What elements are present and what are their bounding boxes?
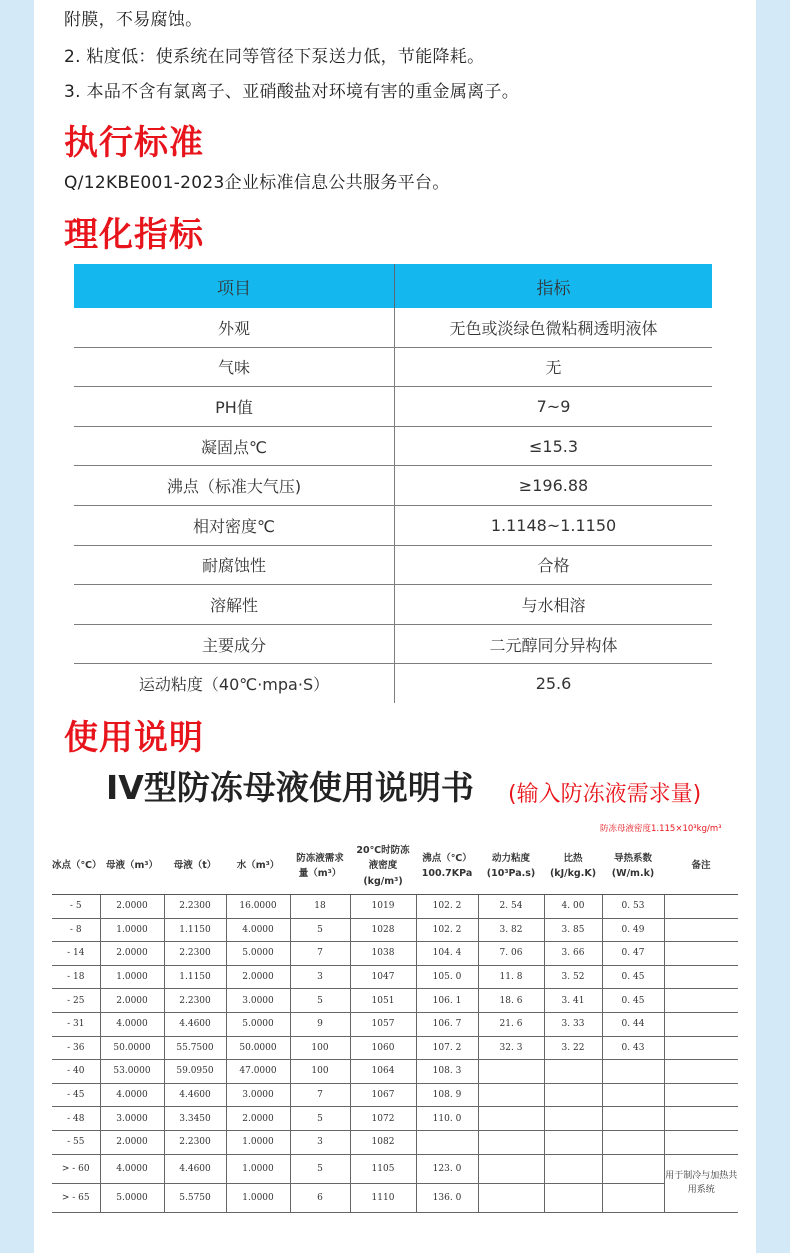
dosage-cell: 3. 85 [544,918,602,942]
specs-value-cell: 无色或淡绿色微粘稠透明液体 [395,308,713,347]
dosage-cell: 1067 [350,1083,416,1107]
dosage-cell: - 25 [52,989,100,1013]
dosage-cell: 1064 [350,1060,416,1084]
dosage-note-cell: 用于制冷与加热共用系统 [664,1154,738,1212]
dosage-cell: 1.0000 [226,1183,290,1212]
dosage-row [52,895,738,919]
dosage-cell: 5.5750 [164,1183,226,1212]
dosage-cell: 102. 2 [416,918,478,942]
specs-value-cell: 1.1148~1.1150 [395,505,713,545]
dosage-row [52,1107,738,1131]
dosage-header-cell [416,838,478,895]
dosage-cell: - 36 [52,1036,100,1060]
dosage-cell: 3. 66 [544,942,602,966]
dosage-cell: - 8 [52,918,100,942]
dosage-cell: 7 [290,1083,350,1107]
dosage-header-text: 备注 [691,860,711,872]
usage-heading: 使用说明 [64,718,204,758]
specs-row [74,466,712,506]
dosage-header-text: (kJ/kg.K) [549,868,597,879]
dosage-cell: 1019 [350,895,416,919]
dosage-header-text: 防冻液需求 [296,852,344,864]
dosage-cell [544,1083,602,1107]
dosage-cell [602,1060,664,1084]
dosage-cell: 3. 33 [544,1012,602,1036]
dosage-cell: 1051 [350,989,416,1013]
specs-item-cell: 凝固点℃ [74,426,395,466]
dosage-cell: 2.2300 [164,989,226,1013]
dosage-cell: 107. 2 [416,1036,478,1060]
dosage-cell: 0. 45 [602,965,664,989]
dosage-cell: 5.0000 [226,942,290,966]
dosage-cell [664,1083,738,1107]
dosage-cell: 4.0000 [100,1012,164,1036]
dosage-cell: > - 65 [52,1183,100,1212]
dosage-header-text: 液密度 [368,860,398,872]
dosage-header-text: 沸点（℃） [422,852,472,864]
dosage-row [52,1083,738,1107]
dosage-cell: 3. 52 [544,965,602,989]
dosage-row [52,1154,738,1183]
dosage-header-cell [290,838,350,895]
dosage-cell: > - 60 [52,1154,100,1183]
dosage-row [52,942,738,966]
dosage-cell: 4.0000 [226,918,290,942]
specs-row [74,347,712,387]
dosage-header-text: 母液（t） [173,860,217,872]
dosage-cell: 1105 [350,1154,416,1183]
dosage-row [52,1036,738,1060]
dosage-cell: 1.0000 [100,965,164,989]
dosage-cell: 106. 1 [416,989,478,1013]
dosage-cell: 105. 0 [416,965,478,989]
dosage-cell [478,1183,544,1212]
dosage-cell: 3. 41 [544,989,602,1013]
dosage-cell: 2.2300 [164,942,226,966]
dosage-cell: 5 [290,1107,350,1131]
dosage-header-text: (10³Pa.s) [486,868,536,879]
dosage-cell [664,965,738,989]
dosage-cell: 1.0000 [226,1154,290,1183]
standard-text: Q/12KBE001-2023企业标准信息公共服务平台。 [64,173,450,193]
dosage-cell [664,895,738,919]
specs-row [74,545,712,585]
dosage-cell: - 45 [52,1083,100,1107]
dosage-header-text: 100.7KPa [421,868,473,879]
specs-row [74,505,712,545]
dosage-cell: - 48 [52,1107,100,1131]
dosage-header-text: 比热 [563,852,583,864]
dosage-cell: 7 [290,942,350,966]
dosage-cell [664,1107,738,1131]
dosage-cell: 1.1150 [164,918,226,942]
dosage-cell: 53.0000 [100,1060,164,1084]
specs-value-cell: 25.6 [535,674,572,694]
specs-heading: 理化指标 [64,215,204,255]
dosage-cell: 104. 4 [416,942,478,966]
dosage-cell [478,1130,544,1154]
dosage-header-text: 动力粘度 [491,852,530,864]
dosage-cell: 110. 0 [416,1107,478,1131]
dosage-cell: 1057 [350,1012,416,1036]
dosage-cell: 4.4600 [164,1154,226,1183]
dosage-cell: 4.4600 [164,1012,226,1036]
dosage-cell: 55.7500 [164,1036,226,1060]
dosage-cell [602,1183,664,1212]
dosage-cell: 2.0000 [100,895,164,919]
specs-header-item: 项目 [74,264,395,308]
dosage-cell: 0. 44 [602,1012,664,1036]
specs-item-cell: 外观 [74,308,395,347]
dosage-header-text: 母液（m³） [105,860,159,872]
dosage-cell [478,1107,544,1131]
dosage-cell: 47.0000 [226,1060,290,1084]
dosage-cell: 3 [290,965,350,989]
dosage-header-cell [100,838,164,895]
dosage-row [52,1183,738,1212]
dosage-header-cell [602,838,664,895]
specs-row [74,624,712,664]
dosage-cell: 3.0000 [100,1107,164,1131]
dosage-cell: - 40 [52,1060,100,1084]
dosage-cell [602,1154,664,1183]
dosage-cell: 108. 3 [416,1060,478,1084]
specs-header-value: 指标 [395,264,713,308]
dosage-cell: 9 [290,1012,350,1036]
intro-line-1: 附膜，不易腐蚀。 [64,10,203,30]
dosage-cell: 32. 3 [478,1036,544,1060]
dosage-cell: 0. 45 [602,989,664,1013]
dosage-cell [544,1154,602,1183]
specs-value-cell: ≤15.3 [395,426,713,466]
dosage-header-text: (W/m.k) [611,868,655,879]
dosage-cell: 2.2300 [164,895,226,919]
specs-item-cell: 相对密度℃ [74,505,395,545]
specs-value-cell: 合格 [395,545,713,585]
dosage-cell: 3.3450 [164,1107,226,1131]
dosage-cell [664,942,738,966]
dosage-cell: 2.2300 [164,1130,226,1154]
dosage-cell [664,989,738,1013]
dosage-cell: - 55 [52,1130,100,1154]
dosage-cell: 5 [290,1154,350,1183]
dosage-cell: 108. 9 [416,1083,478,1107]
dosage-cell: 0. 49 [602,918,664,942]
dosage-cell [478,1083,544,1107]
manual-title: IV型防冻母液使用说明书 [106,768,474,807]
dosage-row [52,1012,738,1036]
dosage-cell: 4. 00 [544,895,602,919]
dosage-cell: 2.0000 [226,1107,290,1131]
dosage-cell [602,1107,664,1131]
dosage-cell [664,1130,738,1154]
dosage-row [52,965,738,989]
specs-item-cell: 溶解性 [74,585,395,625]
dosage-cell: 1.0000 [100,918,164,942]
dosage-header-cell [350,838,416,895]
dosage-cell [664,1012,738,1036]
dosage-cell [664,918,738,942]
dosage-cell: 50.0000 [100,1036,164,1060]
dosage-cell [664,1060,738,1084]
dosage-cell: 1.0000 [226,1130,290,1154]
dosage-header-text: (kg/m³) [363,875,403,887]
manual-subtitle: (输入防冻液需求量) [508,782,702,807]
specs-item-cell: PH值 [74,387,395,427]
dosage-cell: 5.0000 [100,1183,164,1212]
dosage-cell: 100 [290,1060,350,1084]
dosage-cell: 18. 6 [478,989,544,1013]
dosage-cell: 1.1150 [164,965,226,989]
specs-value-cell: 二元醇同分异构体 [395,624,713,664]
dosage-cell: 7. 06 [478,942,544,966]
dosage-cell: 0. 43 [602,1036,664,1060]
dosage-cell: 2.0000 [100,989,164,1013]
specs-row [74,387,712,427]
intro-line-3: 3. 本品不含有氯离子、亚硝酸盐对环境有害的重金属离子。 [64,82,520,102]
dosage-cell: 4.4600 [164,1083,226,1107]
dosage-header-text: 冰点（℃） [52,860,102,872]
dosage-header-cell [478,838,544,895]
dosage-cell [416,1130,478,1154]
dosage-header-text: 20℃时防冻 [356,845,410,857]
dosage-cell: 2.0000 [100,942,164,966]
dosage-cell: 21. 6 [478,1012,544,1036]
dosage-header-text: 量（m³） [298,868,342,879]
dosage-cell: 2.0000 [226,965,290,989]
dosage-cell: 3 [290,1130,350,1154]
dosage-row [52,989,738,1013]
dosage-cell: 1038 [350,942,416,966]
specs-value-cell: 与水相溶 [395,585,713,625]
dosage-header-text: 导热系数 [613,852,652,864]
specs-row [74,664,712,703]
dosage-cell: 3. 22 [544,1036,602,1060]
dosage-cell: 5.0000 [226,1012,290,1036]
dosage-header-cell [664,838,738,895]
dosage-cell: 3. 82 [478,918,544,942]
specs-value-cell: ≥196.88 [395,466,713,506]
dosage-cell: 16.0000 [226,895,290,919]
dosage-cell [664,1036,738,1060]
intro-line-2: 2. 粘度低：使系统在同等管径下泵送力低，节能降耗。 [64,47,485,67]
density-note: 防冻母液密度1.115×10³kg/m³ [600,824,722,834]
dosage-header-cell [544,838,602,895]
dosage-cell [544,1130,602,1154]
dosage-header-row [52,838,738,895]
specs-table [74,264,712,703]
dosage-cell: 106. 7 [416,1012,478,1036]
dosage-cell: 18 [290,895,350,919]
dosage-cell [478,1060,544,1084]
dosage-cell: 59.0950 [164,1060,226,1084]
dosage-cell: - 31 [52,1012,100,1036]
dosage-cell [544,1107,602,1131]
dosage-cell: 100 [290,1036,350,1060]
specs-item-cell: 主要成分 [74,624,395,664]
dosage-row [52,1130,738,1154]
specs-value-cell: 7~9 [395,387,713,427]
dosage-cell: 0. 47 [602,942,664,966]
dosage-cell: 5 [290,989,350,1013]
standard-heading: 执行标准 [64,123,204,163]
dosage-cell: 136. 0 [416,1183,478,1212]
specs-item-cell: 沸点（标准大气压) [74,466,395,506]
specs-header-row [74,264,712,308]
dosage-cell: - 5 [52,895,100,919]
dosage-cell: 11. 8 [478,965,544,989]
dosage-cell [602,1083,664,1107]
dosage-cell [544,1183,602,1212]
dosage-header-text: 水（m³） [236,860,280,872]
specs-row [74,308,712,347]
dosage-cell: 1110 [350,1183,416,1212]
dosage-cell: 1082 [350,1130,416,1154]
dosage-cell: 6 [290,1183,350,1212]
dosage-cell: 1072 [350,1107,416,1131]
dosage-cell: 5 [290,918,350,942]
dosage-header-cell [226,838,290,895]
dosage-cell: 4.0000 [100,1154,164,1183]
dosage-cell: - 18 [52,965,100,989]
dosage-table [52,838,738,1213]
dosage-cell: 3.0000 [226,989,290,1013]
dosage-cell: 2.0000 [100,1130,164,1154]
specs-value-cell: 无 [395,347,713,387]
specs-row [74,585,712,625]
dosage-cell: 0. 53 [602,895,664,919]
dosage-cell: 1060 [350,1036,416,1060]
dosage-row [52,918,738,942]
dosage-cell: 123. 0 [416,1154,478,1183]
dosage-cell: 2. 54 [478,895,544,919]
dosage-cell: 50.0000 [226,1036,290,1060]
dosage-cell: - 14 [52,942,100,966]
specs-item-cell: 耐腐蚀性 [74,545,395,585]
dosage-cell [602,1130,664,1154]
dosage-header-cell [52,838,100,895]
dosage-header-cell [164,838,226,895]
dosage-row [52,1060,738,1084]
specs-row [74,426,712,466]
dosage-cell: 1028 [350,918,416,942]
dosage-cell [478,1154,544,1183]
dosage-cell [544,1060,602,1084]
dosage-cell: 3.0000 [226,1083,290,1107]
dosage-cell: 1047 [350,965,416,989]
dosage-cell: 4.0000 [100,1083,164,1107]
dosage-cell: 102. 2 [416,895,478,919]
specs-item-cell: 运动粘度（40℃·mpa·S） [74,664,395,703]
specs-item-cell: 气味 [74,347,395,387]
